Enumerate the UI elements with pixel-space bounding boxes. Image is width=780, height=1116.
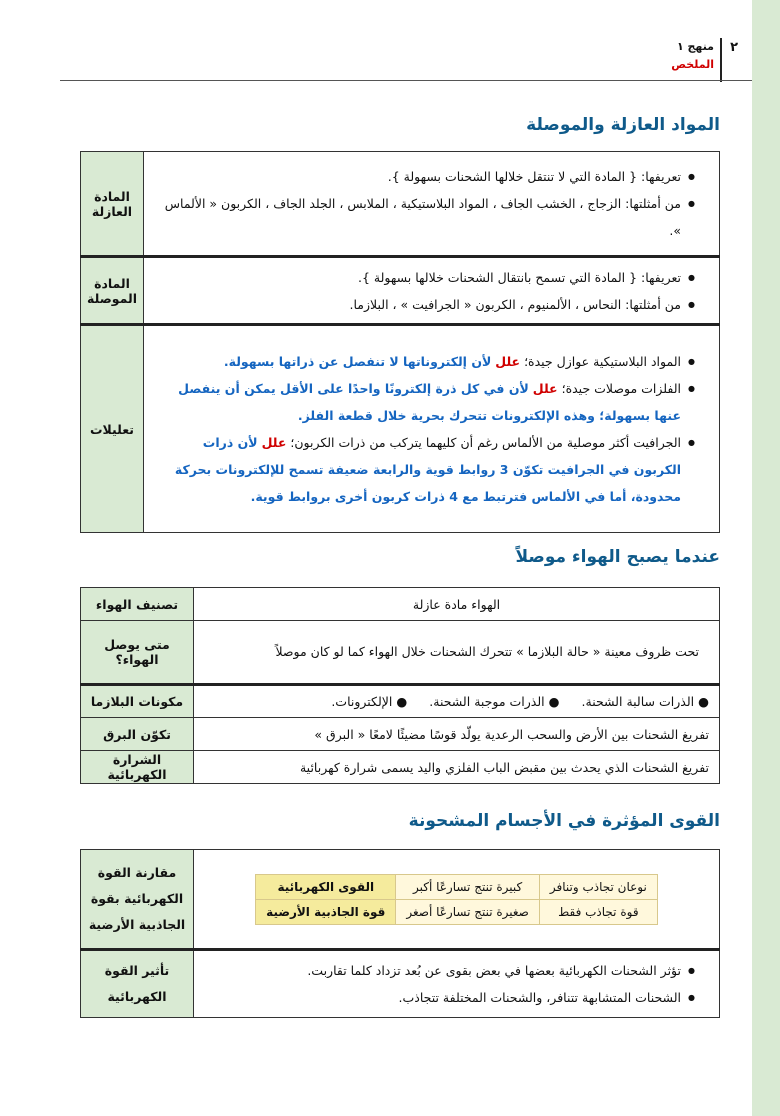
conductor-content — [144, 257, 720, 325]
reason-2-text: الفلزات موصلات جيدة؛ — [561, 381, 681, 396]
reason-1-text: المواد البلاستيكية عوازل جيدة؛ — [524, 354, 681, 369]
insulator-content — [144, 152, 720, 257]
reasons-label: تعليلات — [81, 325, 144, 533]
plasma-components-label: مكونات البلازما — [81, 685, 194, 718]
reason-3-text: الجرافيت أكثر موصلية من الألماس رغم أن كليهما يتركب من ذرات الكربون؛ — [290, 435, 681, 450]
side-color-bar — [752, 0, 780, 1116]
section-title-air-conductor: عندما يصبح الهواء موصلاً — [515, 547, 720, 567]
plasma-item-2: ● الذرات موجبة الشحنة. — [429, 694, 560, 709]
header-rule — [60, 80, 752, 81]
lightning-label: تكوّن البرق — [81, 718, 194, 751]
forces-table — [80, 849, 720, 1018]
comparison-cell: قوة تجاذب فقط — [539, 899, 657, 924]
reason-3-tag: علل — [261, 435, 287, 450]
reason-2-tag: علل — [532, 381, 558, 396]
conductor-definition: ● تعريفها: { المادة التي تسمح بانتقال الشحنات خلالها بسهولة }. — [154, 264, 695, 291]
comparison-inner-table — [255, 874, 658, 925]
reason-2 — [154, 375, 695, 429]
reason-1 — [154, 348, 695, 375]
effect-label: تأثير القوة الكهربائية — [81, 950, 194, 1018]
header-divider — [720, 38, 722, 82]
section-title-forces: القوى المؤثرة في الأجسام المشحونة — [408, 811, 720, 831]
comparison-content — [194, 850, 720, 950]
comparison-cell: نوعان تجاذب وتنافر — [539, 874, 657, 899]
comparison-cell: صغيرة تنتج تسارعًا أصغر — [396, 899, 540, 924]
reasons-content — [144, 325, 720, 533]
effect-content — [194, 950, 720, 1018]
page-number: ٢ — [730, 40, 738, 55]
lightning-value: تفريغ الشحنات بين الأرض والسحب الرعدية يولّد قوسًا مضيئًا لامعًا « البرق » — [194, 718, 720, 751]
insulators-conductors-table — [80, 151, 720, 533]
plasma-components-value — [194, 685, 720, 718]
plasma-item-1: ● الذرات سالبة الشحنة. — [581, 694, 709, 709]
comparison-cell: القوى الكهربائية — [256, 874, 396, 899]
air-conductor-table — [80, 587, 720, 784]
insulator-label: المادة العازلة — [81, 152, 144, 257]
reason-1-answer: لأن إلكتروناتها لا تنفصل عن ذراتها بسهولة. — [223, 354, 492, 369]
insulator-definition: ● تعريفها: { المادة التي لا تنتقل خلالها الشحنات بسهولة }. — [154, 163, 695, 190]
chapter-sub-label: الملخص — [671, 58, 714, 71]
comparison-cell: قوة الجاذبية الأرضية — [256, 899, 396, 924]
plasma-item-3: ● الإلكترونات. — [331, 694, 408, 709]
air-conduct-when-label: متى يوصل الهواء؟ — [81, 621, 194, 685]
reason-2-answer: لأن في كل ذرة إلكترونًا واحدًا على الأقل يمكن أن ينفصل عنها بسهولة؛ وهذه الإلكترونات تتحرك بحرية خلال قطعة الفلز. — [178, 381, 681, 423]
air-conduct-when-value: تحت ظروف معينة « حالة البلازما » تتحرك الشحنات خلال الهواء كما لو كان موصلاً — [194, 621, 720, 685]
air-classification-value: الهواء مادة عازلة — [194, 588, 720, 621]
reason-3-answer: لأن ذرات الكربون في الجرافيت تكوّن 3 روابط قوية والرابعة ضعيفة تسمح للإلكترونات بحركة محدودة، أما في الألماس فترتبط مع 4 ذرات كربون أخرى بروابط قوية. — [174, 435, 681, 504]
chapter-label: منهج ١ — [676, 40, 714, 53]
comparison-label: مقارنة القوة الكهربائية بقوة الجاذبية الأرضية — [81, 850, 194, 950]
reason-1-tag: علل — [495, 354, 521, 369]
conductor-examples: ● من أمثلتها: النحاس ، الألمنيوم ، الكربون « الجرافيت » ، البلازما. — [154, 291, 695, 318]
conductor-label: المادة الموصلة — [81, 257, 144, 325]
effect-item-1: ● تؤثر الشحنات الكهربائية بعضها في بعض بقوى عن بُعد تزداد كلما تقاربت. — [204, 957, 695, 984]
electric-spark-label: الشرارة الكهربائية — [81, 751, 194, 784]
section-title-insulators: المواد العازلة والموصلة — [526, 115, 720, 135]
comparison-cell: كبيرة تنتج تسارعًا أكبر — [396, 874, 540, 899]
insulator-examples: ● من أمثلتها: الزجاج ، الخشب الجاف ، المواد البلاستيكية ، الملابس ، الجلد الجاف ، الكربون « الألماس ». — [154, 190, 695, 244]
air-classification-label: تصنيف الهواء — [81, 588, 194, 621]
electric-spark-value: تفريغ الشحنات الذي يحدث بين مقبض الباب الفلزي واليد يسمى شرارة كهربائية — [194, 751, 720, 784]
effect-item-2: ● الشحنات المتشابهة تتنافر، والشحنات المختلفة تتجاذب. — [204, 984, 695, 1011]
reason-3 — [154, 429, 695, 510]
